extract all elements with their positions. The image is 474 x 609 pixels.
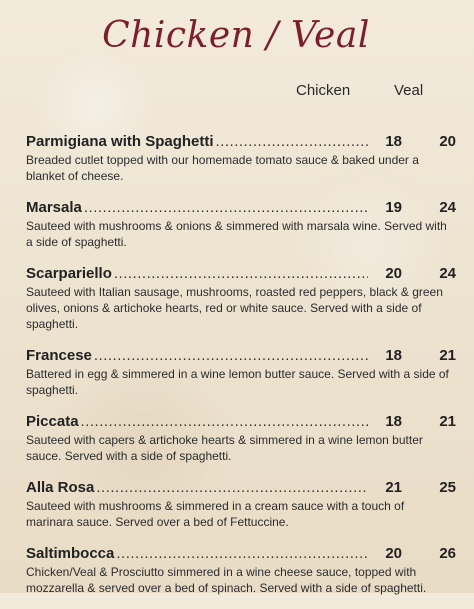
- menu-item-header: [26, 197, 456, 218]
- menu-item-header: [26, 345, 456, 366]
- chicken-price: 20: [385, 545, 402, 562]
- veal-price: 25: [439, 479, 456, 496]
- chicken-price: 20: [385, 265, 402, 282]
- dot-leader: [216, 131, 368, 152]
- veal-price: 24: [439, 199, 456, 216]
- veal-price: 21: [439, 347, 456, 364]
- menu-item-header: [26, 131, 456, 152]
- menu-item-description: Sauteed with capers & artichoke hearts & simmered in a wine lemon butter sauce. Served with a side of spaghetti.: [26, 433, 423, 463]
- menu-item-list: [26, 131, 456, 609]
- menu-item-name: Saltimbocca: [26, 545, 115, 562]
- dot-leader: [116, 543, 368, 564]
- menu-item-description: Sauteed with mushrooms & simmered in a cream sauce with a touch of marinara sauce. Served over a bed of Fettuccine.: [26, 499, 405, 529]
- veal-price: 24: [439, 265, 456, 282]
- menu-item-name: Alla Rosa: [26, 479, 95, 496]
- menu-item-header: [26, 543, 456, 564]
- menu-item-header: [26, 263, 456, 284]
- dot-leader: [84, 197, 368, 218]
- menu-item-saltimbocca: [26, 543, 456, 596]
- menu-item-description: Chicken/Veal & Prosciutto simmered in a wine cheese sauce, topped with mozzarella & served over a bed of spinach. Served with a side of spaghetti.: [26, 565, 427, 595]
- price-column-headers: [0, 82, 474, 102]
- veal-price: 20: [439, 133, 456, 150]
- chicken-price: 21: [385, 479, 402, 496]
- menu-item-piccata: [26, 411, 456, 464]
- menu-item-description: Sauteed with Italian sausage, mushrooms, roasted red peppers, black & green olives, onions & artichoke hearts, red or white sauce. Served with a side of spaghetti.: [26, 285, 443, 331]
- menu-item-scarpariello: [26, 263, 456, 332]
- menu-item-description: Breaded cutlet topped with our homemade tomato sauce & baked under a blanket of cheese.: [26, 153, 419, 183]
- menu-item-name: Scarpariello: [26, 265, 112, 282]
- menu-item-name: Marsala: [26, 199, 82, 216]
- dot-leader: [114, 263, 368, 284]
- menu-item-parmigiana: [26, 131, 456, 184]
- chicken-price: 19: [385, 199, 402, 216]
- dot-leader: [94, 345, 368, 366]
- menu-item-description: Battered in egg & simmered in a wine lemon butter sauce. Served with a side of spaghetti.: [26, 367, 449, 397]
- menu-item-header: [26, 477, 456, 498]
- veal-price: 26: [439, 545, 456, 562]
- veal-column-header: Veal: [394, 82, 424, 99]
- chicken-column-header: Chicken: [296, 82, 351, 99]
- chicken-price: 18: [385, 413, 402, 430]
- menu-item-header: [26, 411, 456, 432]
- page-title: Chicken / Veal: [102, 15, 370, 56]
- menu-item-name: Francese: [26, 347, 92, 364]
- dot-leader: [81, 411, 368, 432]
- chicken-price: 18: [385, 133, 402, 150]
- menu-item-francese: [26, 345, 456, 398]
- menu-item-name: Piccata: [26, 413, 79, 430]
- veal-price: 21: [439, 413, 456, 430]
- chicken-price: 18: [385, 347, 402, 364]
- menu-item-alla-rosa: [26, 477, 456, 530]
- dot-leader: [96, 477, 368, 498]
- menu-item-name: Parmigiana with Spaghetti: [26, 133, 214, 150]
- menu-item-description: Sauteed with mushrooms & onions & simmered with marsala wine. Served with a side of spaghetti.: [26, 219, 447, 249]
- menu-item-marsala: [26, 197, 456, 250]
